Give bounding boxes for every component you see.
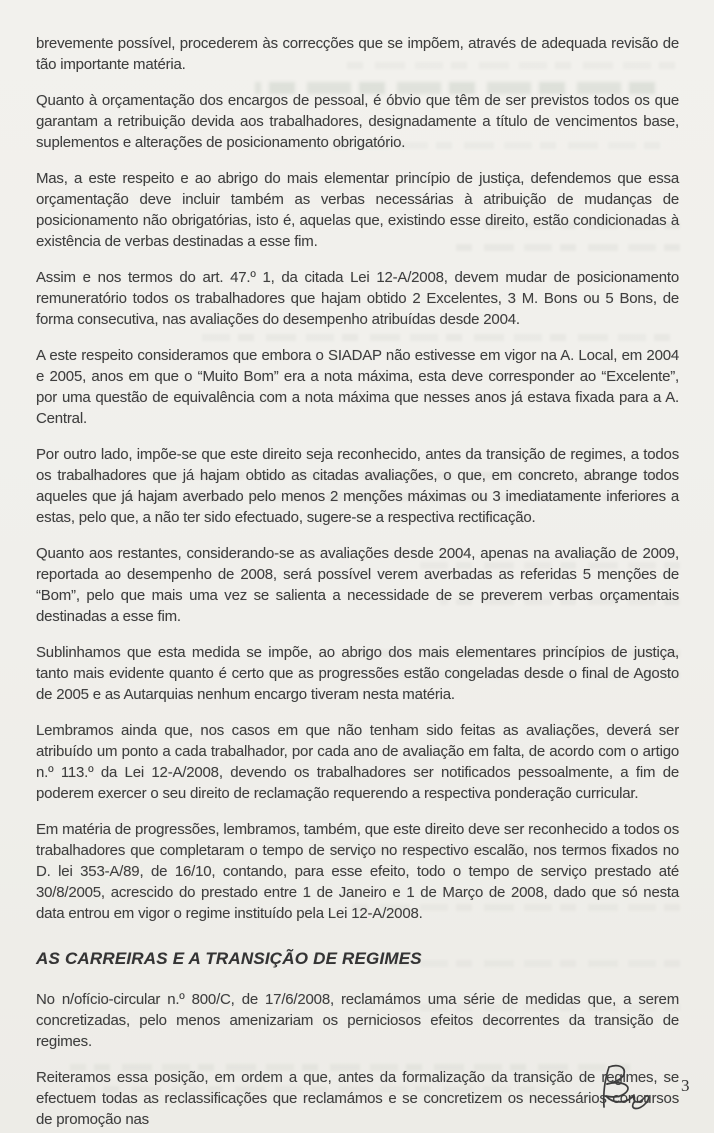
handwritten-initials-icon: [593, 1062, 657, 1114]
paragraph: Quanto à orçamentação dos encargos de pessoal, é óbvio que têm de ser previstos todos os que garantam a retribuição devida aos trabalhadores, designadamente a título de vencimentos base, suplementos e alterações de posicionamento obrigatório.: [36, 92, 679, 151]
paragraph: Por outro lado, impõe-se que este direito seja reconhecido, antes da transição de regimes, a todos os trabalhadores que já hajam obtido as citadas avaliações, o que, em concreto, abrange todos aqueles que já hajam averbado pelo menos 2 menções máximas ou 3 imediatamente inferiores a estas, pelo que, a não ter sido efectuado, sugere-se a respectiva rectificação.: [36, 446, 679, 526]
paragraph: A este respeito consideramos que embora o SIADAP não estivesse em vigor na A. Local, em 2004 e 2005, anos em que o “Muito Bom” era a nota máxima, esta deve corresponder ao “Excelente”, por uma questão de equivalência com a nota máxima que nesses anos já estava fixada para a A. Central.: [36, 347, 679, 427]
paragraph: Quanto aos restantes, considerando-se as avaliações desde 2004, apenas na avaliação de 2009, reportada ao desempenho de 2008, será possível verem averbadas as referidas 5 menções de “Bom”, pelo que mais uma vez se salienta a necessidade de se preverem verbas orçamentais destinadas a esse fim.: [36, 545, 679, 625]
section-heading: AS CARREIRAS E A TRANSIÇÃO DE REGIMES: [36, 949, 422, 968]
paragraph: Em matéria de progressões, lembramos, também, que este direito deve ser reconhecido a todos os trabalhadores que completaram o tempo de serviço no respectivo escalão, nos termos fixados no D. lei 353-A/89, de 16/10, contando, para esse efeito, todo o tempo de serviço prestado até 30/8/2005, acrescido do prestado entre 1 de Janeiro e 1 de Março de 2008, dado que só nesta data entrou em vigor o regime instituído pela Lei 12-A/2008.: [36, 821, 679, 922]
document-body: [36, 33, 679, 1133]
paragraph: Assim e nos termos do art. 47.º 1, da citada Lei 12-A/2008, devem mudar de posicionamento remuneratório todos os trabalhadores que hajam obtido 2 Excelentes, 3 M. Bons ou 5 Bons, de forma consecutiva, nas avaliações do desempenho atribuídas desde 2004.: [36, 269, 679, 328]
paragraph: Lembramos ainda que, nos casos em que não tenham sido feitas as avaliações, deverá ser atribuído um ponto a cada trabalhador, por cada ano de avaliação em falta, de acordo com o artigo n.º 113.º da Lei 12-A/2008, devendo os trabalhadores ser notificados pessoalmente, a fim de poderem exercer o seu direito de reclamação requerendo a respectiva ponderação curricular.: [36, 722, 679, 802]
paragraph: Sublinhamos que esta medida se impõe, ao abrigo dos mais elementares princípios de justiça, tanto mais evidente quanto é certo que as progressões estão congeladas desde o final de Agosto de 2005 e as Autarquias nenhum encargo tiveram nesta matéria.: [36, 644, 679, 703]
page-number: 3: [681, 1076, 690, 1095]
paragraph: brevemente possível, procederem às correcções que se impõem, através de adequada revisão de tão importante matéria.: [36, 35, 679, 73]
paragraph: No n/ofício-circular n.º 800/C, de 17/6/2008, reclamámos uma série de medidas que, a serem concretizadas, pelo menos amenizariam os perniciosos efeitos decorrentes da transição de regimes.: [36, 991, 679, 1050]
paragraph: Mas, a este respeito e ao abrigo do mais elementar princípio de justiça, defendemos que essa orçamentação deve incluir também as verbas necessárias à atribuição de mudanças de posicionamento não obrigatórias, isto é, aquelas que, existindo esse direito, estão condicionadas à existência de verbas destinadas a esse fim.: [36, 170, 679, 250]
page-footer: [0, 1058, 714, 1118]
paragraph: Reiteramos essa posição, em ordem a que, antes da formalização da transição de regimes, se efectuem todas as reclassificações que reclamámos e se concretizem os necessários concursos de promoção nas: [36, 1069, 679, 1128]
